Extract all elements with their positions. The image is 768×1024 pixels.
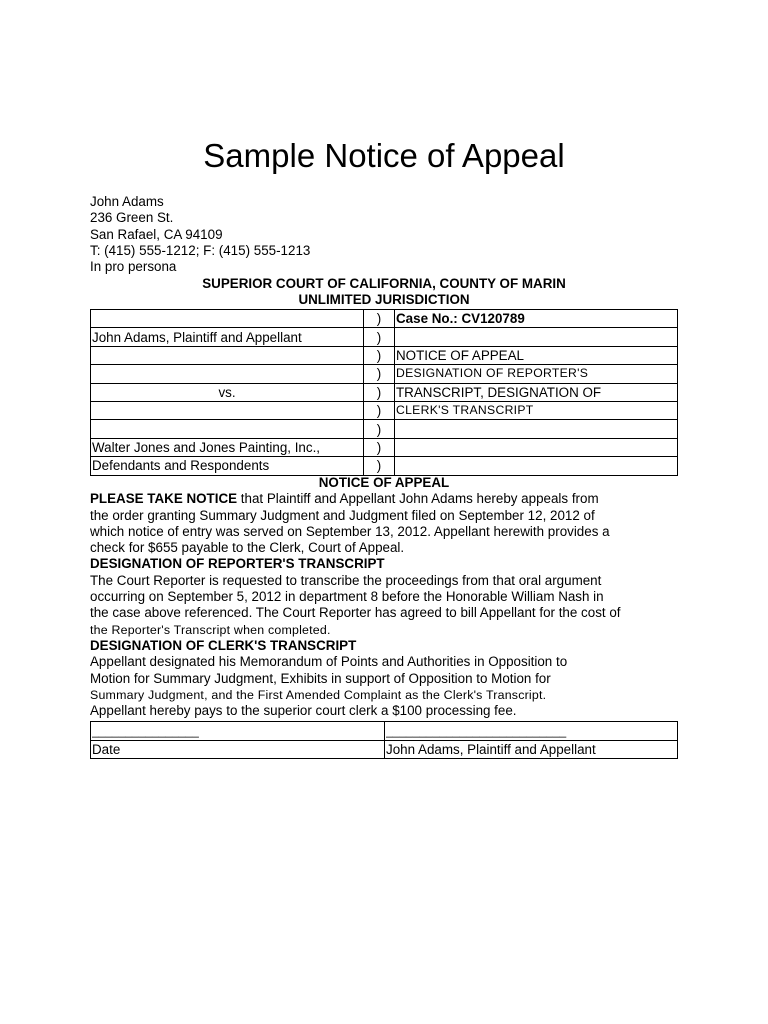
attorney-block	[90, 194, 310, 275]
notice-text: the order granting Summary Judgment and Judgment filed on September 12, 2012 of	[90, 507, 595, 523]
signature-table	[90, 721, 678, 759]
caption-paren: )	[364, 457, 395, 475]
caption-paren: )	[364, 328, 395, 346]
caption-cell	[91, 365, 364, 383]
doc-title-line-3: TRANSCRIPT, DESIGNATION OF	[395, 383, 678, 401]
notice-text: check for $655 payable to the Clerk, Court of Appeal.	[90, 540, 405, 556]
table-row	[91, 346, 678, 364]
table-row	[91, 457, 678, 475]
clerk-text: Motion for Summary Judgment, Exhibits in support of Opposition to Motion for	[90, 670, 551, 686]
pro-persona-status: In pro persona	[90, 259, 177, 275]
court-name: SUPERIOR COURT OF CALIFORNIA, COUNTY OF MARIN	[202, 276, 566, 291]
notice-text: that Plaintiff and Appellant John Adams hereby appeals from	[237, 491, 599, 507]
table-row	[91, 722, 678, 741]
date-blank-cell	[91, 722, 385, 741]
clerk-text: Summary Judgment, and the First Amended Complaint as the Clerk's Transcript.	[90, 687, 547, 702]
court-heading	[90, 276, 678, 309]
date-label: Date	[91, 740, 385, 759]
reporter-text: occurring on September 5, 2012 in department 8 before the Honorable William Nash in	[90, 589, 604, 605]
signer-name: John Adams, Plaintiff and Appellant	[385, 740, 678, 759]
document-title: Sample Notice of Appeal	[203, 137, 565, 174]
reporter-text: The Court Reporter is requested to transcribe the proceedings from that oral argument	[90, 572, 602, 588]
table-row	[91, 310, 678, 328]
versus-label: vs.	[91, 383, 364, 401]
clerk-text: Appellant designated his Memorandum of Points and Authorities in Opposition to	[90, 654, 568, 670]
caption-cell	[395, 438, 678, 456]
signer-signature-line: ___________________________	[386, 723, 567, 738]
phone-fax: T: (415) 555-1212; F: (415) 555-1213	[90, 242, 311, 258]
reporter-text: the case above referenced. The Court Reporter has agreed to bill Appellant for the cost of	[90, 605, 621, 621]
caption-paren: )	[364, 420, 395, 438]
table-row	[91, 383, 678, 401]
case-number	[395, 310, 678, 328]
party-name: John Adams	[90, 194, 164, 209]
date-signature-line: ________________	[92, 723, 199, 738]
caption-cell	[91, 401, 364, 419]
jurisdiction: UNLIMITED JURISDICTION	[298, 292, 470, 308]
plaintiff-name: John Adams, Plaintiff and Appellant	[91, 328, 364, 346]
doc-title-line-2: DESIGNATION OF REPORTER'S	[395, 365, 678, 383]
table-row	[91, 365, 678, 383]
caption-cell	[91, 310, 364, 328]
caption-paren: )	[364, 346, 395, 364]
case-number-text: Case No.: CV120789	[396, 311, 525, 327]
caption-cell	[395, 457, 678, 475]
doc-title-line-4: CLERK'S TRANSCRIPT	[395, 401, 678, 419]
city-state-zip: San Rafael, CA 94109	[90, 226, 223, 242]
signer-blank-cell	[385, 722, 678, 741]
notice-lead: PLEASE TAKE NOTICE	[90, 491, 238, 507]
caption-cell	[395, 328, 678, 346]
caption-paren: )	[364, 383, 395, 401]
table-row	[91, 328, 678, 346]
caption-cell	[91, 420, 364, 438]
caption-paren: )	[364, 365, 395, 383]
table-row	[91, 420, 678, 438]
defendant-role: Defendants and Respondents	[91, 457, 364, 475]
table-row	[91, 438, 678, 456]
clerk-text: Appellant hereby pays to the superior court clerk a $100 processing fee.	[90, 703, 517, 719]
street-address: 236 Green St.	[90, 210, 174, 226]
caption-paren: )	[364, 310, 395, 328]
reporter-text: the Reporter's Transcript when completed.	[90, 622, 331, 637]
caption-cell	[91, 346, 364, 364]
caption-paren: )	[364, 438, 395, 456]
table-row	[91, 401, 678, 419]
doc-title-line-1: NOTICE OF APPEAL	[395, 346, 678, 364]
clerk-heading: DESIGNATION OF CLERK'S TRANSCRIPT	[90, 637, 357, 653]
caption-paren: )	[364, 401, 395, 419]
reporter-heading: DESIGNATION OF REPORTER'S TRANSCRIPT	[90, 556, 385, 572]
notice-paragraph	[90, 491, 690, 507]
notice-heading: NOTICE OF APPEAL	[318, 475, 450, 490]
caption-cell	[395, 420, 678, 438]
defendant-name: Walter Jones and Jones Painting, Inc.,	[91, 438, 364, 456]
document-body	[90, 475, 690, 719]
notice-text: which notice of entry was served on September 13, 2012. Appellant herewith provides a	[90, 523, 610, 539]
table-row	[91, 740, 678, 759]
case-caption-table	[90, 309, 678, 476]
